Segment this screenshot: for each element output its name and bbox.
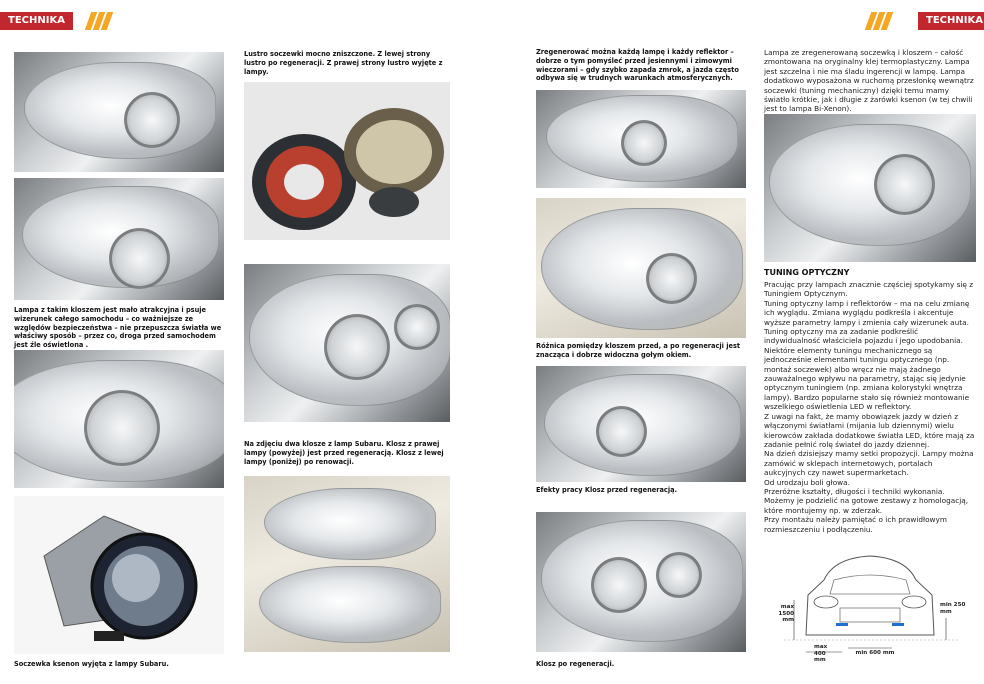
label-min-height: min 250 mm xyxy=(940,602,966,615)
paragraph-5: Od urodzaju boli głowa. xyxy=(764,477,850,487)
decor-bars-left xyxy=(88,12,110,30)
headlamp-before-photo xyxy=(536,366,746,482)
section-badge-right: TECHNIKA xyxy=(918,12,984,30)
paragraph-6: Przeróżne kształty, długości i techniki wykonania. xyxy=(764,486,945,496)
paragraph-3: Z uwagi na fakt, że mamy obowiązek jazdy w dzień z włączonymi światłami (mijania lub dziennymi) wielu kierowców zakłada dodatkowe światła LED, które mają za zadanie pełnić rolę świateł do jazdy dziennej. xyxy=(764,411,975,449)
headlamp-photo-4 xyxy=(536,198,746,338)
paragraph-8: Przy montażu należy pamiętać o ich prawidłowym rozmieszczeniu i podłączeniu. xyxy=(764,515,947,534)
caption-regenerate: Zregenerować można każdą lampę i każdy reflektor – dobrze o tym pomyśleć przed jesiennymi i zimowymi wieczorami – gdy szybko zapada zmrok, a jazda często odbywa się w trudnych warunkach atmosferycznych. xyxy=(536,48,739,83)
article-body xyxy=(764,280,976,534)
headlamp-projector-photo xyxy=(244,264,450,422)
section-heading: TUNING OPTYCZNY xyxy=(764,268,850,277)
caption-xenon-lens: Soczewka ksenon wyjęta z lampy Subaru. xyxy=(14,660,169,668)
paragraph-4: Na dzień dzisiejszy mamy setki propozycji. Lampy można zamówić w sklepach internetowych, portalach aukcyjnych czy nawet supermarketach. xyxy=(764,449,974,478)
led-placement-diagram xyxy=(764,540,976,676)
headlamp-photo-2 xyxy=(14,178,224,300)
headlamp-closeup-photo xyxy=(14,350,224,488)
article-intro xyxy=(764,48,976,114)
paragraph-1: Pracując przy lampach znacznie częściej spotykamy się z Tuningiem Optycznym. xyxy=(764,280,974,299)
label-max-height: max 1500 mm xyxy=(778,604,794,624)
intro-paragraph: Lampa ze zregenerowaną soczewką i kloszem – całość zmontowana na oryginalny klej termoplastyczny. Lampa jest szczelna i nie ma śladu ingerencji w lampę. Lampa dodatkowo wyposażona w ruchomą przesłonkę wewnątrz soczewki (tuning mechaniczny) dzięki temu mamy światło krótkie, jak i długie z żarówki ksenon (w tej chwili jest to lampa Bi-Xenon). xyxy=(764,48,974,114)
label-max-side: max 400 mm xyxy=(814,644,828,664)
caption-effects: Efekty pracy Klosz przed regeneracją. xyxy=(536,486,678,494)
headlamp-photo-1 xyxy=(14,52,224,172)
caption-dirty-lamp: Lampa z takim kloszem jest mało atrakcyjna i psuje wizerunek całego samochodu – co ważniejsze ze względów bezpieczeństwa – nie przepuszcza światła we właściwy sposób – przez co, droga przed samochodem jest źle oświetlona . xyxy=(14,306,222,350)
reflector-mirrors-photo xyxy=(244,82,450,240)
caption-after: Klosz po regeneracji. xyxy=(536,660,615,668)
headlamp-photo-3 xyxy=(536,90,746,188)
two-covers-photo xyxy=(244,476,450,652)
decor-bars-right xyxy=(868,12,890,30)
caption-two-covers: Na zdjęciu dwa klosze z lamp Subaru. Klosz z prawej lampy (powyżej) jest przed regeneracją. Klosz z lewej lampy (poniżej) po renowacji. xyxy=(244,440,444,466)
section-badge-left: TECHNIKA xyxy=(0,12,73,30)
xenon-lens-photo xyxy=(14,496,224,654)
regenerated-lamp-photo xyxy=(764,114,976,262)
label-min-between: min 600 mm xyxy=(855,650,895,656)
caption-difference: Różnica pomiędzy kloszem przed, a po regeneracji jest znacząca i dobrze widoczna gołym okiem. xyxy=(536,342,741,359)
paragraph-7: Możemy je podzielić na gotowe zestawy z homologacją, które montujemy np. w zderzak. xyxy=(764,496,969,515)
headlamp-after-photo xyxy=(536,512,746,652)
paragraph-2: Tuning optyczny lamp i reflektorów – ma na celu zmianę ich wyglądu. Zmiana wyglądu podkreśla i akcentuje wyższe parametry lampy i zmienia cały wizerunek auta. Tuning optyczny ma za zadanie podkreślić indywidualność właściciela pojazdu i jego upodobania. Niektóre elementy tuningu mechanicznego są jednocześnie elementami tuningu optycznego (np. montaż soczewek) albo wręcz nie mają żadnego zauważalnego wpływu na parametry, stając się jedynie optycznym tuningiem (np. zmiana kolorystyki wnętrza lampy). Bardzo popularne stało się również montowanie wszelkiego oświetlenia LED w reflektory. xyxy=(764,298,970,412)
caption-mirror: Lustro soczewki mocno zniszczone. Z lewej strony lustro po regeneracji. Z prawej strony lustro wyjęte z lampy. xyxy=(244,50,443,76)
